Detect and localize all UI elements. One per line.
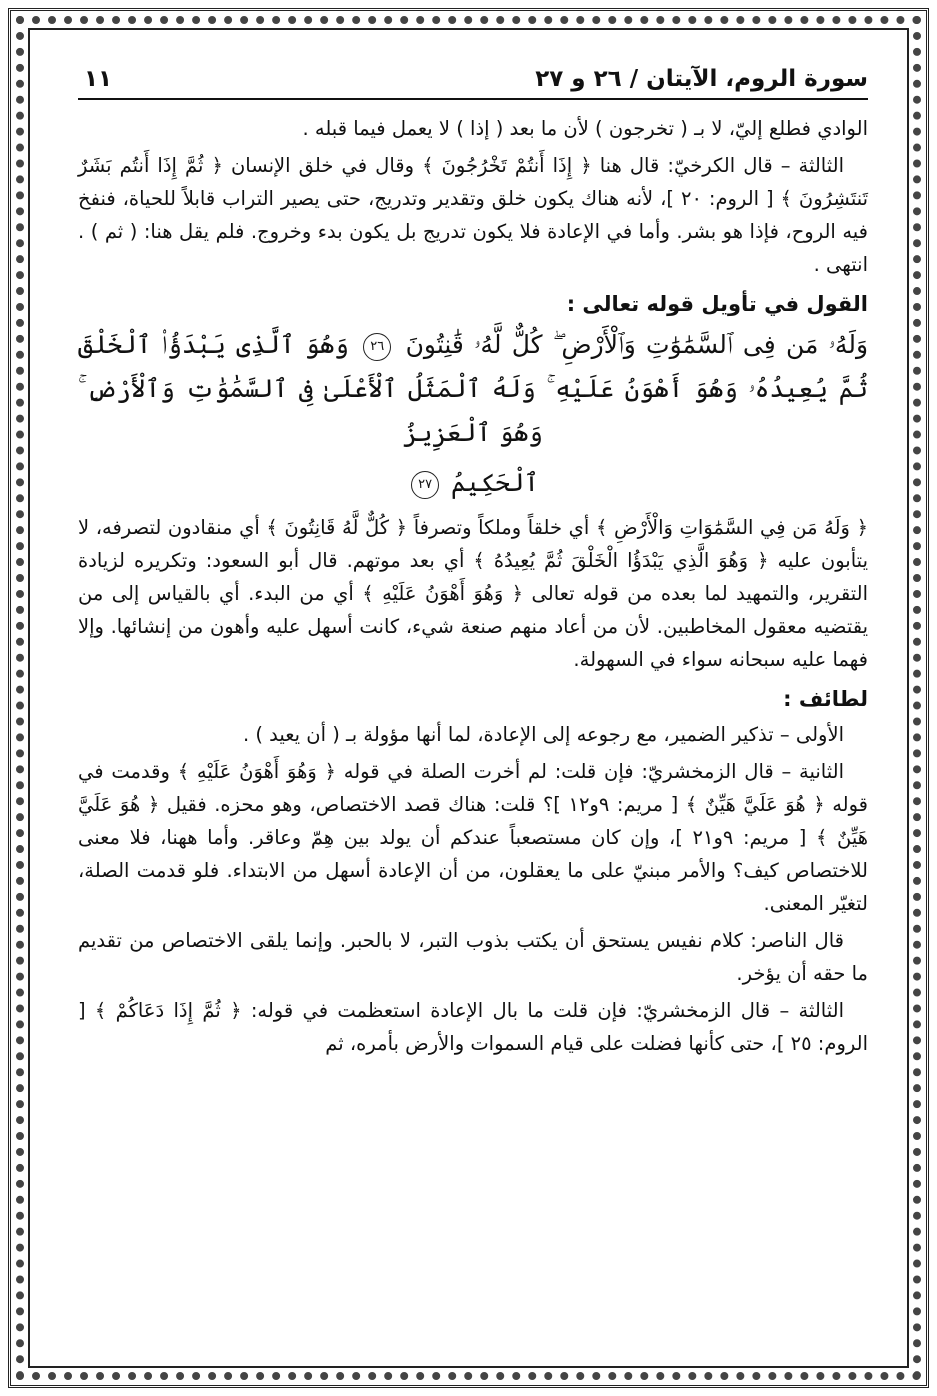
verse-27-text: وَهُوَ ٱلَّذِى يَبْدَؤُا۟ ٱلْخَلْقَ ثُمَّ يُعِيدُهُۥ وَهُوَ أَهْوَنُ عَلَيْهِ ۚ وَلَهُ ٱلْمَثَلُ ٱلْأَعْلَىٰ فِى ٱلسَّمَٰوَٰتِ وَٱلْأَرْضِ ۚ وَهُوَ ٱلْعَزِيزُ: [78, 330, 868, 447]
page-number: ١١: [84, 66, 113, 92]
paragraph-second-subtlety: الثانية – قال الزمخشريّ: فإن قلت: لم أخرت الصلة في قوله ﴿ وَهُوَ أَهْوَنُ عَلَيْهِ ﴾ وقدمت في قوله ﴿ هُوَ عَلَيَّ هَيِّنٌ ﴾ [ مريم: ٩و١٢ ]؟ قلت: هناك قصد الاختصاص، وهو محزه. فقيل ﴿ هُوَ عَلَيَّ هَيِّنٌ ﴾ [ مريم: ٩و٢١ ]، وإن كان مستصعباً عندكم أن يولد بين هِمّ وعاقر. وأما ههنا، فلا معنى للاختصاص كيف؟ والأمر مبنيّ على ما يعقلون، من أن الإعادة أسهل من الابتداء. فلو قدمت الصلة، لتغيّر المعنى.: [78, 760, 868, 915]
page-content: [78, 62, 868, 1322]
paragraph-tafsir: ﴿ وَلَهُ مَن فِي السَّمَٰوَاتِ وَالْأَرْضِ ﴾ أي خلقاً وملكاً وتصرفاً ﴿ كُلٌّ لَّهُ قَانِتُونَ ﴾ أي منقادون لتصرفه، لا يتأبون عليه ﴿ وَهُوَ الَّذِي يَبْدَؤُا الْخَلْقَ ثُمَّ يُعِيدُهُ ﴾ أي بعد موتهم. قال أبو السعود: وتكريره لزيادة التقرير، والتمهيد لما بعده من قوله تعالى ﴿ وَهُوَ أَهْوَنُ عَلَيْهِ ﴾ أي من البدء. أي بالقياس إلى من يقتضيه معقول المخاطبين. لأن من أعاد منهم صنعة شيء، كانت أسهل عليه وأهون من إنشائها. وإلا فهما عليه سبحانه سواء في السهولة.: [78, 516, 868, 671]
paragraph-continuation: الوادي فطلع إليّ، لا بـ ( تخرجون ) لأن ما بعد ( إذا ) لا يعمل فيما قبله .: [302, 117, 868, 140]
paragraph-nasir-comment: قال الناصر: كلام نفيس يستحق أن يكتب بذوب التبر، لا بالحبر. وإنما يلقى الاختصاص من تقديم ما حقه أن يؤخر.: [78, 929, 868, 985]
verse-26-text: وَلَهُۥ مَن فِى ٱلسَّمَٰوَٰتِ وَٱلْأَرْضِ ۖ كُلٌّ لَّهُۥ قَٰنِتُونَ: [405, 330, 869, 359]
section-heading-interpretation: القول في تأويل قوله تعالى :: [566, 292, 868, 316]
verse-27-end: ٱلْحَكِيمُ: [451, 468, 539, 497]
ayah-number-27: ٢٧: [411, 471, 439, 499]
section-heading-subtleties: لطائف :: [783, 687, 868, 711]
page-header: [78, 62, 868, 100]
ayah-number-26: ٢٦: [363, 333, 391, 361]
paragraph-third-note: الثالثة – قال الكرخيّ: قال هنا ﴿ إِذَا أَنتُمْ تَخْرُجُونَ ﴾ وقال في خلق الإنسان ﴿ ثُمَّ إِذَا أَنتُم بَشَرٌ تَنتَشِرُونَ ﴾ [ الروم: ٢٠ ]، لأنه هناك يكون خلق وتقدير وتدريج، حتى يصير التراب قابلاً للحياة، فنفخ فيه الروح، فإذا هو بشر. وأما في الإعادة فلا يكون تدريج بل يكون بدء وخروج. فلم يقل هنا: ( ثم ) . انتهى .: [78, 154, 869, 276]
quran-verse-block: [78, 323, 868, 455]
running-title: سورة الروم، الآيتان / ٢٦ و ٢٧: [535, 66, 868, 92]
quran-verse-ending: [78, 461, 868, 505]
paragraph-third-subtlety: الثالثة – قال الزمخشريّ: فإن قلت ما بال الإعادة استعظمت في قوله: ﴿ ثُمَّ إِذَا دَعَاكُمْ ﴾ [ الروم: ٢٥ ]، حتى كأنها فضلت على قيام السموات والأرض بأمره، ثم: [78, 999, 868, 1055]
paragraph-first-subtlety: الأولى – تذكير الضمير، مع رجوعه إلى الإعادة، لما أنها مؤولة بـ ( أن يعيد ) .: [242, 723, 844, 746]
